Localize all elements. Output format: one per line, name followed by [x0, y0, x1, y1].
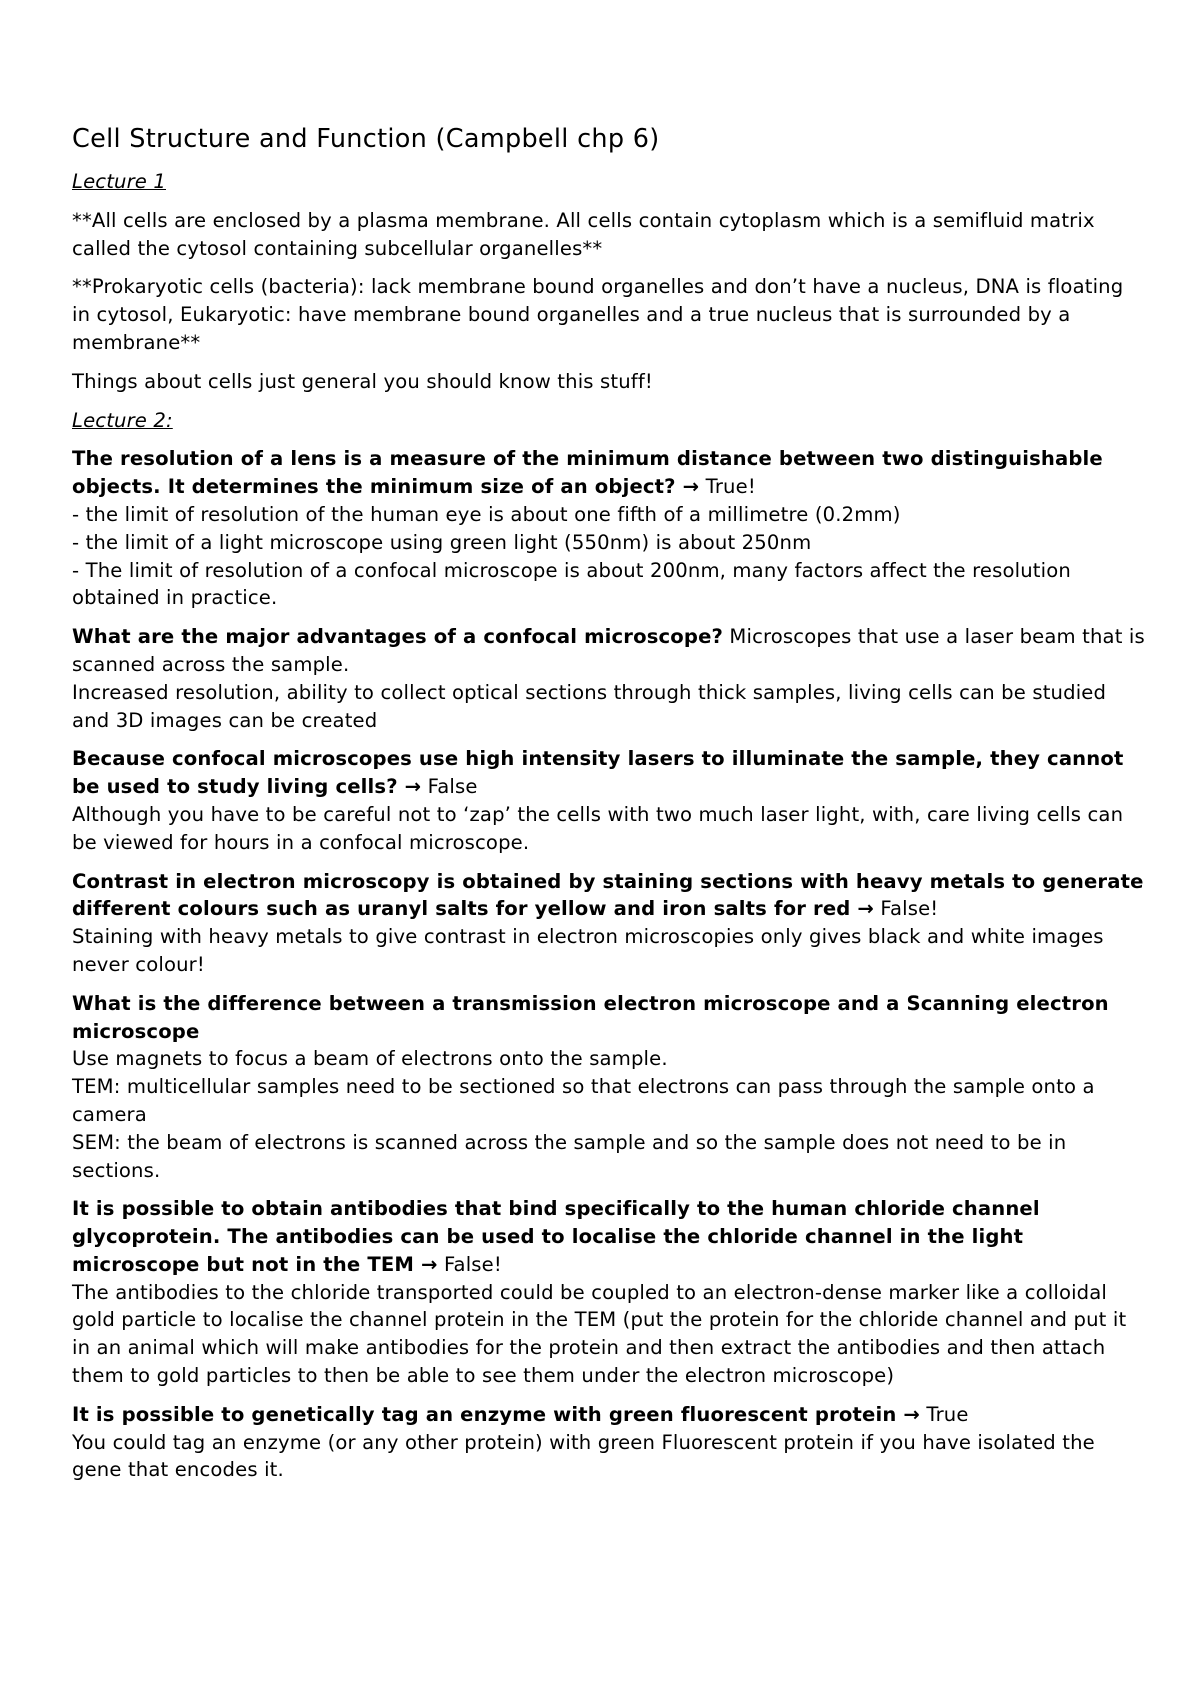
- qa-item: [72, 1195, 1147, 1390]
- lecture-1-para-3: Things about cells just general you should know this stuff!: [72, 369, 653, 393]
- qa-question: Because confocal microscopes use high intensity lasers to illuminate the sample, they cannot be used to study living cells? →: [72, 747, 1124, 799]
- qa-item: [72, 990, 1147, 1185]
- qa-answer: False!: [437, 1252, 502, 1276]
- qa-detail-line: SEM: the beam of electrons is scanned across the sample and so the sample does not need to be in sections.: [72, 1130, 1067, 1182]
- qa-detail-line: The antibodies to the chloride transported could be coupled to an electron-dense marker like a colloidal gold particle to localise the channel protein in the TEM (put the protein for the chloride channel and put it in an animal which will make antibodies for the protein and then extract the antibodies and then attach them to gold particles to then be able to see them under the electron microscope): [72, 1280, 1127, 1388]
- lecture-1-para-2: **Prokaryotic cells (bacteria): lack membrane bound organelles and don’t have a nucleus, DNA is floating in cytosol, Eukaryotic: have membrane bound organelles and a true nucleus that is surrounded by a membrane**: [72, 275, 1124, 354]
- qa-detail-line: - the limit of resolution of the human eye is about one fifth of a millimetre (0.2mm): [72, 502, 901, 526]
- qa-question: What is the difference between a transmission electron microscope and a Scanning electron microscope: [72, 991, 1109, 1043]
- qa-detail-line: - The limit of resolution of a confocal microscope is about 200nm, many factors affect the resolution obtained in practice.: [72, 558, 1071, 610]
- qa-item: [72, 1401, 1147, 1484]
- qa-list: [72, 445, 1147, 1484]
- qa-heading: [72, 445, 1147, 501]
- qa-detail-line: Although you have to be careful not to ‘zap’ the cells with two much laser light, with, care living cells can be viewed for hours in a confocal microscope.: [72, 802, 1124, 854]
- qa-question: It is possible to genetically tag an enzyme with green fluorescent protein →: [72, 1402, 920, 1426]
- qa-question: It is possible to obtain antibodies that bind specifically to the human chloride channel glycoprotein. The antibodies can be used to localise the chloride channel in the light microscope but not in the TEM →: [72, 1197, 1040, 1276]
- qa-heading: [72, 623, 1147, 679]
- qa-answer: False: [421, 775, 478, 799]
- qa-answer: False!: [873, 897, 939, 921]
- qa-heading: [72, 868, 1147, 924]
- lecture-1-para-1: **All cells are enclosed by a plasma membrane. All cells contain cytoplasm which is a semifluid matrix called the cytosol containing subcellular organelles**: [72, 208, 1095, 260]
- lecture-2-heading-text: Lecture 2:: [72, 408, 173, 432]
- qa-heading: [72, 1401, 1147, 1429]
- qa-detail-line: - the limit of a light microscope using green light (550nm) is about 250nm: [72, 530, 812, 554]
- qa-item: [72, 868, 1147, 979]
- qa-detail-line: You could tag an enzyme (or any other protein) with green Fluorescent protein if you have isolated the gene that encodes it.: [72, 1430, 1095, 1482]
- qa-question: What are the major advantages of a confocal microscope?: [72, 625, 724, 649]
- qa-detail-line: Staining with heavy metals to give contrast in electron microscopies only gives black and white images never colour!: [72, 925, 1104, 976]
- qa-answer: True: [919, 1402, 969, 1426]
- qa-detail-line: Use magnets to focus a beam of electrons onto the sample.: [72, 1047, 668, 1071]
- qa-heading: [72, 745, 1147, 801]
- qa-detail-line: TEM: multicellular samples need to be sectioned so that electrons can pass through the sample onto a camera: [72, 1075, 1095, 1126]
- qa-item: [72, 445, 1147, 612]
- qa-question: Contrast in electron microscopy is obtained by staining sections with heavy metals to generate different colours such as uranyl salts for yellow and iron salts for red →: [72, 869, 1144, 921]
- qa-heading: [72, 990, 1147, 1046]
- qa-answer: Microscopes that use a laser beam that is scanned across the sample.: [72, 625, 1145, 676]
- qa-answer: True!: [699, 475, 756, 499]
- qa-heading: [72, 1195, 1147, 1278]
- document-title: Cell Structure and Function (Campbell chp 6): [72, 124, 660, 154]
- qa-detail-line: Increased resolution, ability to collect optical sections through thick samples, living cells can be studied and 3D images can be created: [72, 680, 1107, 732]
- qa-item: [72, 623, 1147, 734]
- document-page: [72, 122, 1147, 1495]
- lecture-1-heading-text: Lecture 1: [72, 170, 166, 193]
- lecture-1-heading: [72, 168, 1147, 196]
- qa-item: [72, 745, 1147, 856]
- lecture-2-heading: [72, 407, 1147, 435]
- qa-question: The resolution of a lens is a measure of the minimum distance between two distinguishable objects. It determines the minimum size of an object? →: [72, 447, 1103, 499]
